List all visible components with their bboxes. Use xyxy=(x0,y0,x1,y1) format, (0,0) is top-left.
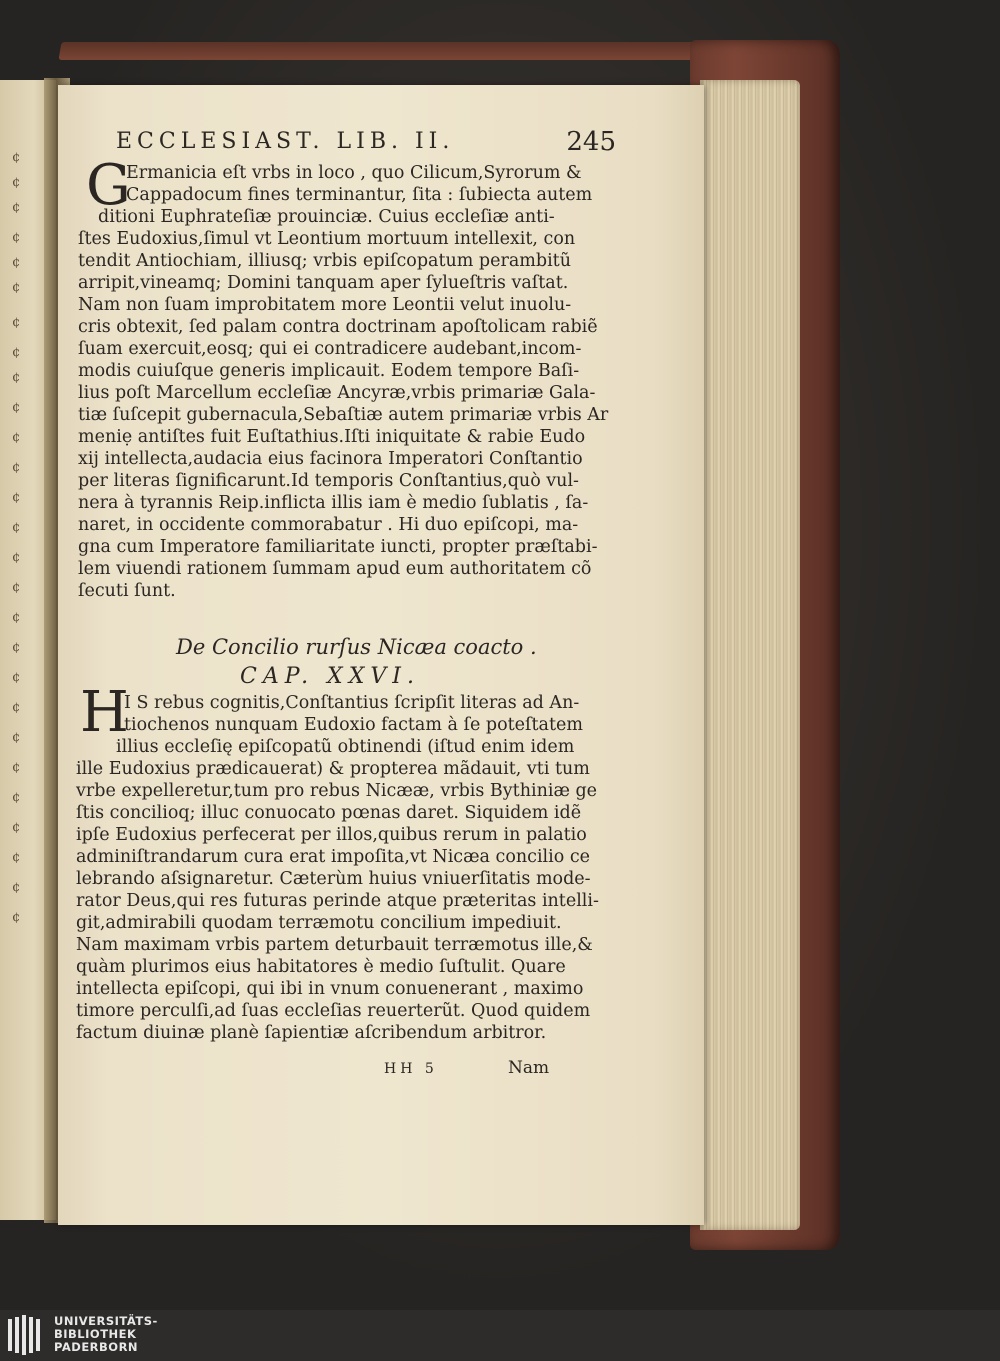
running-head xyxy=(116,129,616,159)
para2-line: factum diuinæ planè ſapientiæ aſcribendum arbitror. xyxy=(76,1023,547,1043)
signature-mark: HH 5 xyxy=(384,1061,438,1077)
para1-line: Nam non ſuam improbitatem more Leontii velut inuolu- xyxy=(78,295,572,315)
chapter-title: De Concilio rurſus Nicæa coacto . xyxy=(176,635,537,659)
para1-line: ſecuti ſunt. xyxy=(78,581,176,601)
catchword: Nam xyxy=(508,1058,550,1078)
para2-line: intellecta epiſcopi, qui ibi in vnum conuenerant , maximo xyxy=(76,979,584,999)
para2-line: ille Eudoxius prædicauerat) & propterea mãdauit, vti tum xyxy=(76,759,590,779)
para1-line: cris obtexit, ſed palam contra doctrinam apoſtolicam rabiẽ xyxy=(78,317,598,337)
para2-line: vrbe expelleretur,tum pro rebus Nicææ, vrbis Bythiniæ ge xyxy=(76,781,598,801)
para1-line: per literas ſignificarunt.Id temporis Conſtantius,quò vul- xyxy=(78,471,579,491)
para2-line: rator Deus,qui res futuras perinde atque præteritas intelli- xyxy=(76,891,599,911)
para1-line: arripit,vineamq; Domini tanquam aper ſylueſtris vaſtat. xyxy=(78,273,569,293)
para1-line: Cappadocum fines terminantur, ſita : ſubiecta autem xyxy=(126,185,593,205)
para1-line: tendit Antiochiam, illiusq; vrbis epiſcopatum perambitũ xyxy=(78,251,571,271)
right-page xyxy=(58,85,704,1225)
para1-line: meniẹ antiſtes fuit Euſtathius.Iſti iniquitate & rabie Eudo xyxy=(78,427,586,447)
logo-line-1: UNIVERSITÄTS- xyxy=(54,1314,158,1328)
para2-line: tiochenos nunquam Eudoxio factam à ſe poteſtatem xyxy=(124,715,583,735)
para1-line: ſuam exercuit,eosq; qui ei contradicere audebant,incom- xyxy=(78,339,582,359)
para1-line: modis cuiuſque generis implicauit. Eodem tempore Baſi- xyxy=(78,361,580,381)
running-head-title: ECCLESIAST. LIB. II. xyxy=(116,129,455,154)
para2-line: I S rebus cognitis,Conſtantius ſcripſit literas ad An- xyxy=(124,693,580,713)
para2-line: adminiſtrandarum cura erat impoſita,vt Nicæa concilio ce xyxy=(76,847,591,867)
para1-line: Ermanicia eſt vrbs in loco , quo Cilicum,Syrorum & xyxy=(126,163,582,183)
page-edges xyxy=(700,80,800,1230)
para2-line: Nam maximam vrbis partem deturbauit terræmotus ille,& xyxy=(76,935,593,955)
para2-line: ſtis concilioq; illuc conuocato pœnas daret. Siquidem idẽ xyxy=(76,803,582,823)
para1-line: gna cum Imperatore familiaritate iuncti, propter præſtabi- xyxy=(78,537,598,557)
para1-line: ditioni Euphrateſiæ prouinciæ. Cuius eccleſiæ anti- xyxy=(98,207,555,227)
para1-line: nera à tyrannis Reip.inflicta illis iam è medio ſublatis , ſa- xyxy=(78,493,589,513)
chapter-number: CAP. XXVI. xyxy=(240,664,420,689)
para1-line: lius poſt Marcellum eccleſiæ Ancyræ,vrbis primariæ Gala- xyxy=(78,383,596,403)
para1-line: ſtes Eudoxius,ſimul vt Leontium mortuum intellexit, con xyxy=(78,229,576,249)
dropcap-g: G xyxy=(86,153,131,218)
para1-line: naret, in occidente commorabatur . Hi duo epiſcopi, ma- xyxy=(78,515,579,535)
para2-line: quàm plurimos eius habitatores è medio ſuſtulit. Quare xyxy=(76,957,566,977)
library-logo-bar xyxy=(0,1310,1000,1361)
para1-line: xij intellecta,audacia eius facinora Imperatori Conſtantio xyxy=(78,449,583,469)
logo-line-2: BIBLIOTHEK xyxy=(54,1327,137,1341)
para2-line: git,admirabili quodam terræmotu concilium impediuit. xyxy=(76,913,562,933)
folio-number: 245 xyxy=(566,127,616,157)
dropcap-h: H xyxy=(80,680,129,745)
logo-line-3: PADERBORN xyxy=(54,1340,139,1354)
para2-line: timore perculſi,ad ſuas eccleſias reuerterũt. Quod quidem xyxy=(76,1001,591,1021)
para1-line: lem viuendi rationem ſummam apud eum authoritatem cõ xyxy=(78,559,592,579)
para2-line: illius eccleſię epiſcopatũ obtinendi (iſtud enim idem xyxy=(116,737,575,757)
left-page-marks: ¢ ¢ ¢ ¢ ¢ ¢ ¢ ¢ ¢ ¢ ¢ ¢ ¢ ¢ ¢ ¢ ¢ ¢ ¢ ¢ ¢ ¢ ¢ ¢ ¢ ¢ ¢ xyxy=(12,150,21,925)
library-logo-icon xyxy=(6,1313,46,1357)
para2-line: ipſe Eudoxius perfecerat per illos,quibus rerum in palatio xyxy=(76,825,587,845)
para2-line: lebrando aſsignaretur. Cæterùm huius vniuerſitatis mode- xyxy=(76,869,591,889)
para1-line: tiæ ſuſcepit gubernacula,Sebaſtiæ autem primariæ vrbis Ar xyxy=(78,405,609,425)
